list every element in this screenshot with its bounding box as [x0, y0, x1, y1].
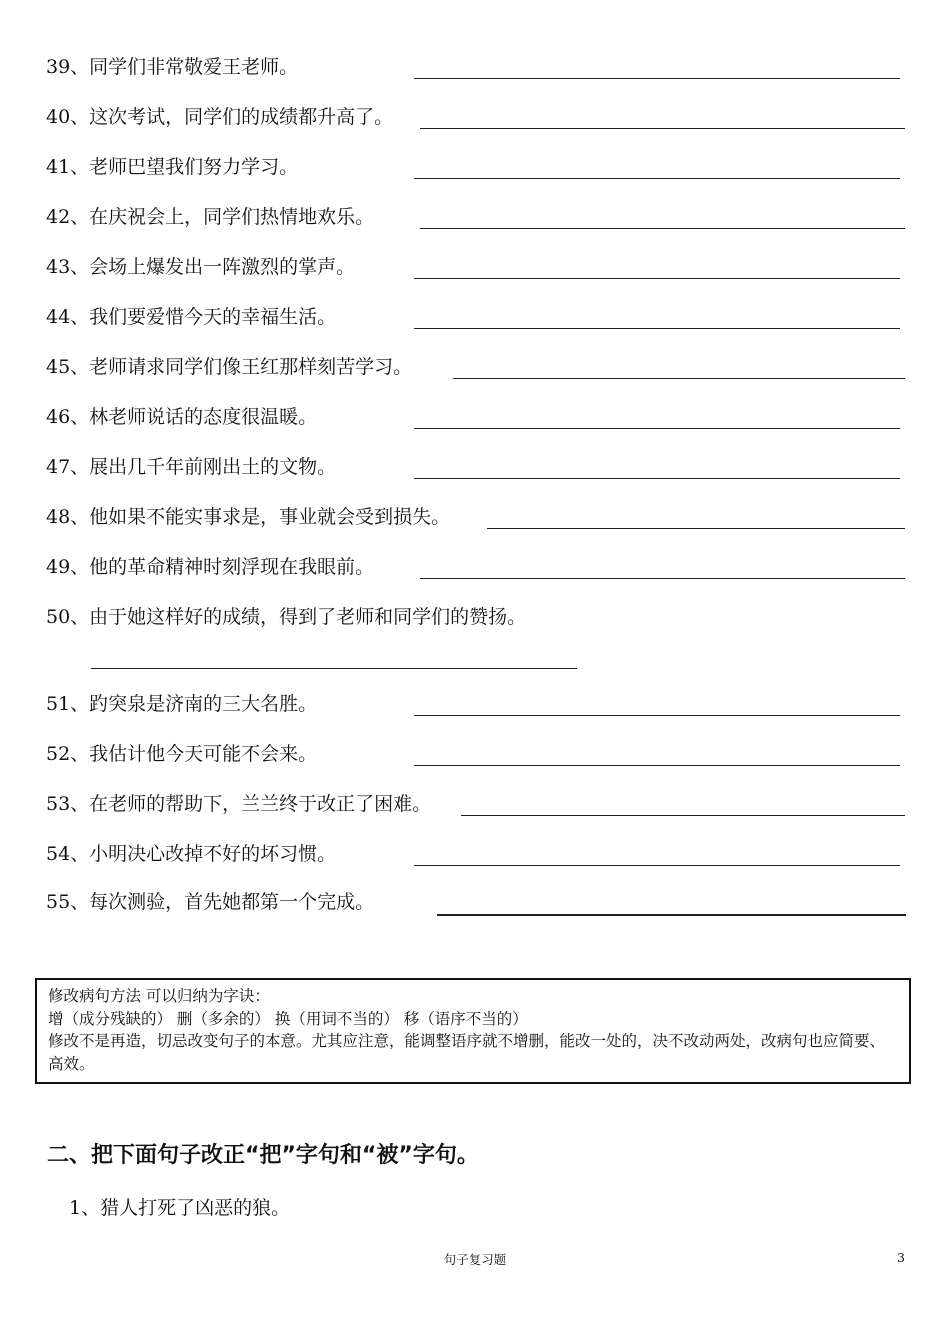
- question-51: 51、趵突泉是济南的三大名胜。: [46, 693, 318, 715]
- page-number: 3: [897, 1250, 905, 1265]
- answer-line-40[interactable]: [420, 128, 905, 129]
- question-41: 41、老师巴望我们努力学习。: [46, 156, 299, 178]
- footer-title: 句子复习题: [443, 1252, 507, 1267]
- answer-line-49[interactable]: [420, 578, 905, 579]
- answer-line-43[interactable]: [414, 278, 900, 279]
- question-47: 47、展出几千年前刚出土的文物。: [46, 456, 337, 478]
- answer-line-42[interactable]: [420, 228, 905, 229]
- tips-title: 修改病句方法 可以归纳为字诀：: [48, 987, 270, 1005]
- answer-line-39[interactable]: [414, 78, 900, 79]
- tips-box: [35, 978, 911, 1084]
- answer-line-50[interactable]: [91, 668, 577, 669]
- question-48: 48、他如果不能实事求是，事业就会受到损失。: [46, 506, 451, 528]
- question-55: 55、每次测验，首先她都第一个完成。: [46, 891, 375, 913]
- answer-line-47[interactable]: [414, 478, 900, 479]
- section2-item-1: 1、猎人打死了凶恶的狼。: [69, 1197, 291, 1219]
- question-53: 53、在老师的帮助下，兰兰终于改正了困难。: [46, 793, 432, 815]
- answer-line-53[interactable]: [461, 815, 905, 816]
- answer-line-54[interactable]: [414, 865, 900, 866]
- answer-line-52[interactable]: [414, 765, 900, 766]
- question-54: 54、小明决心改掉不好的坏习惯。: [46, 843, 337, 865]
- tips-note: 修改不是再造，切忌改变句子的本意。尤其应注意，能调整语序就不增删，能改一处的，决不改动两处，改病句也应简要、高效。: [48, 1032, 886, 1073]
- question-39: 39、同学们非常敬爱王老师。: [46, 56, 299, 78]
- section-heading: 二、把下面句子改正“把”字句和“被”字句。: [47, 1143, 479, 1168]
- tips-methods: 增（成分残缺的） 删（多余的） 换（用词不当的） 移（语序不当的）: [48, 1009, 528, 1028]
- answer-line-55[interactable]: [437, 914, 906, 916]
- answer-line-48[interactable]: [487, 528, 905, 529]
- question-43: 43、会场上爆发出一阵激烈的掌声。: [46, 256, 356, 278]
- question-46: 46、林老师说话的态度很温暖。: [46, 406, 318, 428]
- question-52: 52、我估计他今天可能不会来。: [46, 743, 318, 765]
- answer-line-44[interactable]: [414, 328, 900, 329]
- answer-line-45[interactable]: [453, 378, 905, 379]
- answer-line-41[interactable]: [414, 178, 900, 179]
- answer-line-46[interactable]: [414, 428, 900, 429]
- question-40: 40、这次考试，同学们的成绩都升高了。: [46, 106, 394, 128]
- answer-line-51[interactable]: [414, 715, 900, 716]
- question-49: 49、他的革命精神时刻浮现在我眼前。: [46, 556, 375, 578]
- question-45: 45、老师请求同学们像王红那样刻苦学习。: [46, 356, 413, 378]
- question-44: 44、我们要爱惜今天的幸福生活。: [46, 306, 337, 328]
- question-42: 42、在庆祝会上，同学们热情地欢乐。: [46, 206, 375, 228]
- question-50: 50、由于她这样好的成绩，得到了老师和同学们的赞扬。: [46, 606, 527, 628]
